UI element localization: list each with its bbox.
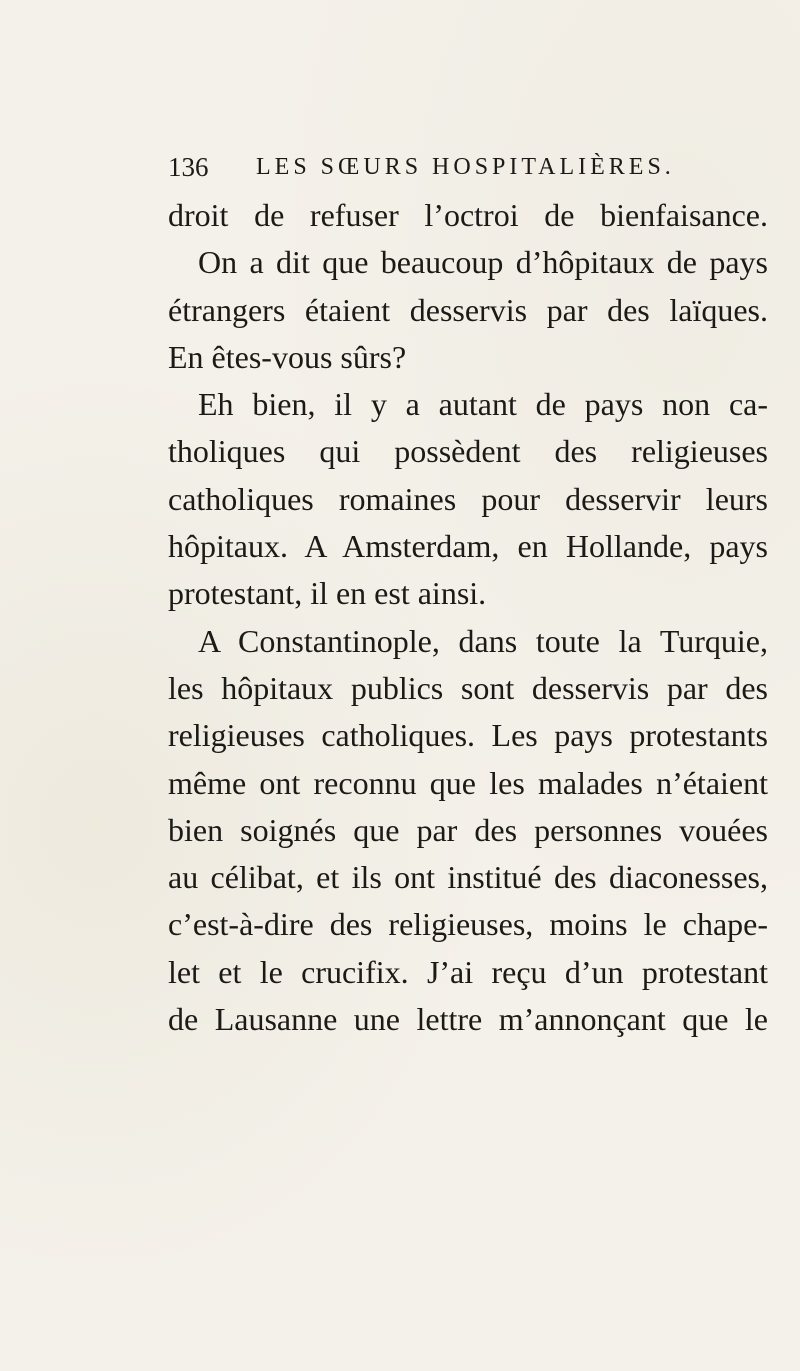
- page-number: 136: [168, 152, 209, 182]
- text-line: A Constantinople, dans toute la Turquie,: [198, 622, 768, 659]
- text-line: hôpitaux. A Amsterdam, en Hollande, pays: [168, 528, 768, 565]
- text-line: catholiques romaines pour desservir leurs: [168, 480, 768, 517]
- text-line: En êtes-vous sûrs?: [168, 338, 407, 375]
- body-text: [168, 192, 768, 1043]
- running-head: LES SŒURS HOSPITALIÈRES.: [256, 154, 675, 180]
- text-line: tholiques qui possèdent des religieuses: [168, 433, 768, 470]
- text-line: étrangers étaient desservis par des laïques.: [168, 291, 768, 328]
- text-line: au célibat, et ils ont institué des diaconesses,: [168, 859, 768, 896]
- text-line: let et le crucifix. J’ai reçu d’un protestant: [168, 953, 768, 990]
- text-line: même ont reconnu que les malades n’étaient: [168, 764, 768, 801]
- text-line: c’est-à-dire des religieuses, moins le chape-: [168, 906, 768, 943]
- text-line: protestant, il en est ainsi.: [168, 575, 487, 612]
- page-header: [168, 152, 768, 192]
- text-line: On a dit que beaucoup d’hôpitaux de pays: [198, 244, 768, 281]
- text-line: les hôpitaux publics sont desservis par des: [168, 669, 768, 706]
- text-line: de Lausanne une lettre m’annonçant que le: [168, 1001, 768, 1038]
- text-line: droit de refuser l’octroi de bienfaisance.: [168, 197, 768, 233]
- text-line: Eh bien, il y a autant de pays non ca-: [198, 386, 768, 423]
- text-line: bien soignés que par des personnes vouées: [168, 811, 768, 848]
- text-line: religieuses catholiques. Les pays protestants: [168, 717, 768, 754]
